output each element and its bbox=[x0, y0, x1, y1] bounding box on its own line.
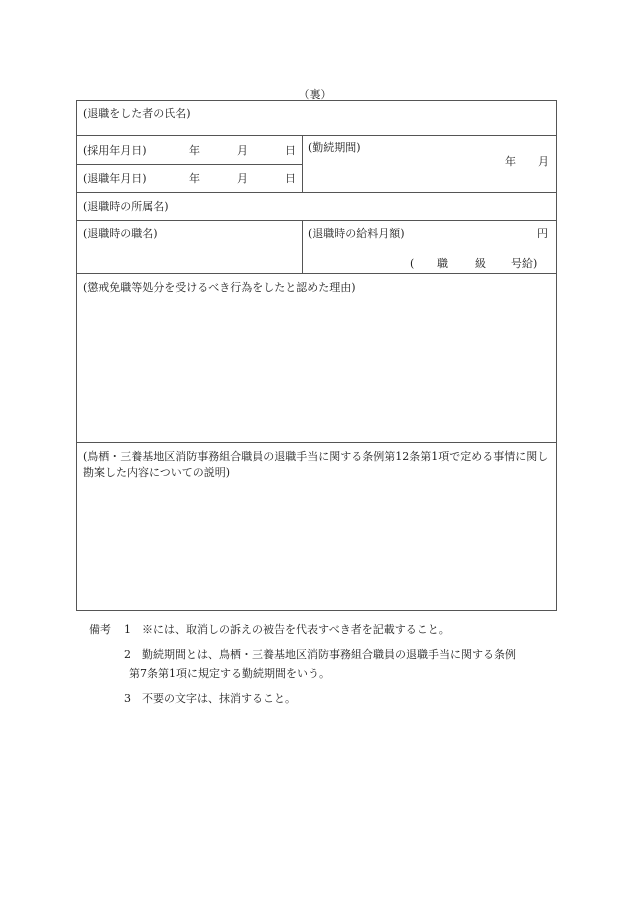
hire-month-unit: 月 bbox=[237, 144, 248, 157]
note-number: 3 bbox=[124, 692, 131, 705]
note-number: 1 bbox=[124, 623, 131, 636]
salary-yen-unit: 円 bbox=[537, 227, 548, 240]
grade-open-paren: ( bbox=[410, 257, 415, 270]
retiree-name-label: (退職をした者の氏名) bbox=[83, 107, 191, 120]
affiliation-label: (退職時の所属名) bbox=[83, 200, 169, 213]
column-divider-1 bbox=[302, 135, 303, 192]
grade-shoku-unit: 職 bbox=[437, 257, 448, 270]
note-text: 勤続期間とは、鳥栖・三養基地区消防事務組合職員の退職手当に関する条例 bbox=[142, 648, 516, 661]
row-divider-6 bbox=[77, 442, 556, 443]
row-divider-3 bbox=[77, 192, 556, 193]
row-divider-4 bbox=[77, 220, 556, 221]
service-period-label: (勤続期間) bbox=[308, 141, 361, 154]
grade-kyu-unit: 級 bbox=[475, 257, 486, 270]
notes-heading: 備考 bbox=[89, 623, 111, 636]
salary-label: (退職時の給料月額) bbox=[308, 227, 405, 240]
column-divider-2 bbox=[302, 220, 303, 273]
page-side-label: （裏） bbox=[298, 88, 332, 101]
hire-year-unit: 年 bbox=[189, 144, 200, 157]
row-divider-5 bbox=[77, 273, 556, 274]
note-text: ※には、取消しの訴えの被告を代表すべき者を記載すること。 bbox=[142, 623, 450, 636]
grade-gokyu-unit: 号給) bbox=[511, 257, 538, 270]
retire-month-unit: 月 bbox=[237, 172, 248, 185]
row-divider-2 bbox=[77, 164, 302, 165]
retire-year-unit: 年 bbox=[189, 172, 200, 185]
retirement-form-table bbox=[76, 100, 557, 611]
note-text: 不要の文字は、抹消すること。 bbox=[142, 692, 296, 705]
circumstance-explanation-label: (鳥栖・三養基地区消防事務組合職員の退職手当に関する条例第12条第1項で定める事情に関し勘案した内容についての説明) bbox=[83, 450, 549, 479]
note-number: 2 bbox=[124, 648, 131, 661]
position-label: (退職時の職名) bbox=[83, 227, 158, 240]
retire-date-label: (退職年月日) bbox=[83, 172, 147, 185]
row-divider-1 bbox=[77, 135, 556, 136]
disciplinary-reason-label: (懲戒免職等処分を受けるべき行為をしたと認めた理由) bbox=[83, 281, 356, 294]
hire-day-unit: 日 bbox=[285, 144, 296, 157]
service-period-units: 年 月 bbox=[505, 155, 549, 168]
note-text-continued: 第7条第1項に規定する勤続期間をいう。 bbox=[129, 667, 330, 680]
hire-date-label: (採用年月日) bbox=[83, 144, 147, 157]
retire-day-unit: 日 bbox=[285, 172, 296, 185]
